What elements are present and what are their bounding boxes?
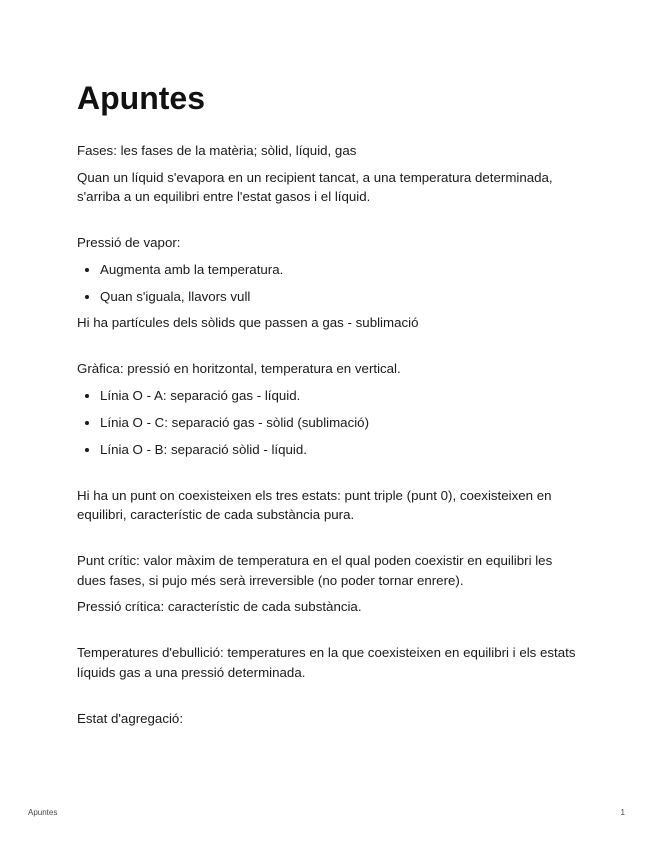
- footer-document-title: Apuntes: [28, 808, 58, 817]
- list-item: • Línia O - B: separació sòlid - líquid.: [100, 440, 577, 460]
- paragraph-pressio-critica: Pressió crítica: característic de cada substància.: [77, 599, 362, 614]
- spacer: [77, 214, 577, 234]
- spacer: [77, 466, 577, 486]
- paragraph-fases: Fases: les fases de la matèria; sòlid, líquid, gas: [77, 143, 357, 158]
- list-item: • Augmenta amb la temperatura.: [100, 260, 577, 280]
- spacer: [77, 532, 577, 552]
- document-body: [77, 141, 577, 735]
- list-item: • Línia O - C: separació gas - sòlid (sublimació): [100, 413, 577, 433]
- paragraph-estat-agregacio: Estat d'agregació:: [77, 710, 184, 726]
- footer-page-number: 1: [620, 808, 625, 817]
- spacer: [77, 689, 577, 709]
- spacer: [77, 340, 577, 360]
- page-title: Apuntes: [77, 80, 205, 116]
- paragraph-sublimacio: Hi ha partícules dels sòlids que passen a gas - sublimació: [77, 315, 419, 330]
- list-item: • Línia O - A: separació gas - líquid.: [100, 386, 577, 406]
- paragraph-punt-triple: Hi ha un punt on coexisteixen els tres estats: punt triple (punt 0), coexisteixen en equilibri, característic de cada substància pura.: [77, 487, 552, 522]
- list-pressio-vapor: [77, 260, 577, 307]
- paragraph-temperatures-ebullicio: Temperatures d'ebullició: temperatures en la que coexisteixen en equilibri i els estats líquids gas a una pressió determinada.: [77, 645, 576, 680]
- paragraph-punt-critic: Punt crític: valor màxim de temperatura en el qual poden coexistir en equilibri les dues fases, si pujo més serà irreversible (no poder tornar enrere).: [77, 553, 553, 588]
- paragraph-evaporacio: Quan un líquid s'evapora en un recipient tancat, a una temperatura determinada, s'arriba a un equilibri entre l'estat gasos i el líquid.: [77, 169, 553, 204]
- list-grafica: [77, 386, 577, 460]
- paragraph-grafica: Gràfica: pressió en horitzontal, temperatura en vertical.: [77, 361, 401, 376]
- spacer: [77, 624, 577, 644]
- paragraph-pressio-vapor: Pressió de vapor:: [77, 235, 181, 250]
- list-item: • Quan s'iguala, llavors vull: [100, 287, 577, 307]
